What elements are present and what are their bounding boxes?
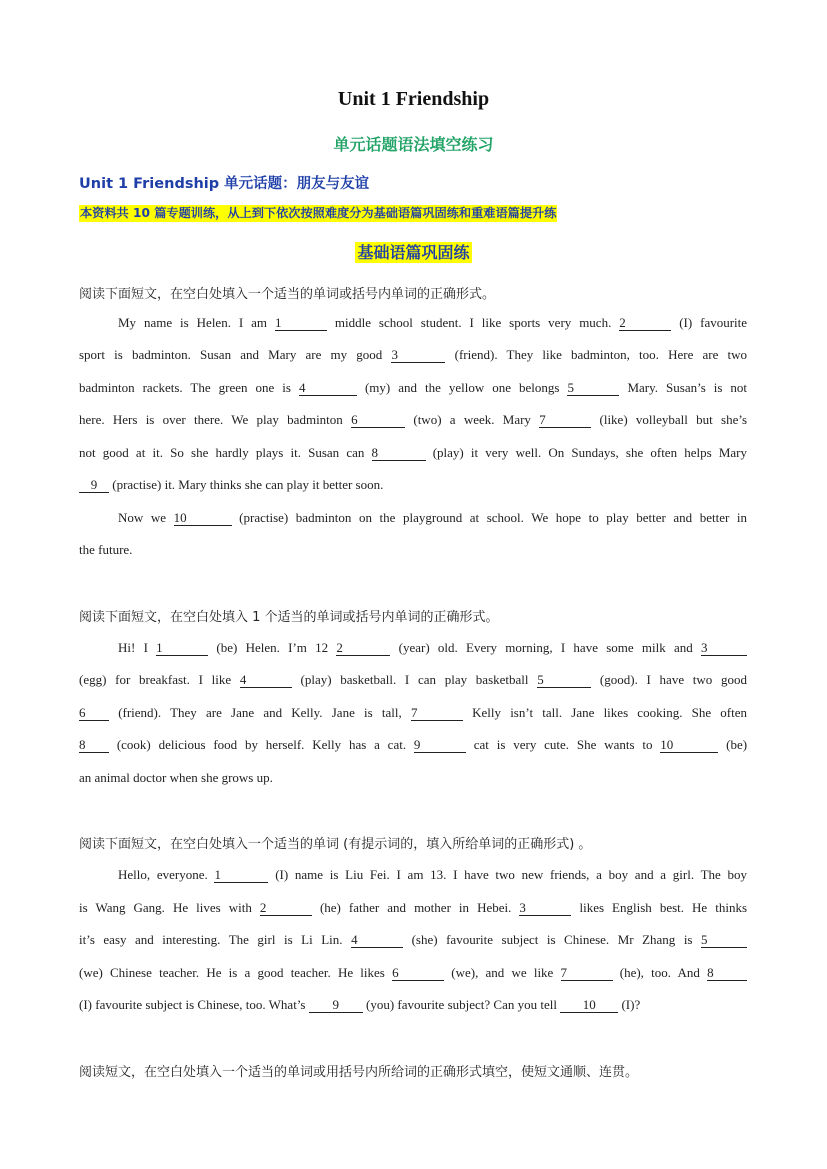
passage2-line: Hi! I 1 (be) Helen. I’m 12 2 (year) old. Every morning, I have some milk and 3 — [118, 639, 747, 657]
answer-blank: 10 — [174, 510, 232, 526]
passage2-line: 6 (friend). They are Jane and Kelly. Jane is tall, 7 Kelly isn’t tall. Jane likes cooking. She often — [79, 705, 748, 720]
answer-blank: 9 — [79, 477, 109, 493]
answer-blank: 7 — [411, 705, 463, 721]
answer-blank: 3 — [519, 900, 571, 916]
answer-blank: 10 — [560, 997, 618, 1013]
answer-blank: 9 — [414, 737, 466, 753]
passage3-instruction: 阅读下面短文，在空白处填入一个适当的单词 (有提示词的，填入所给单词的正确形式) 。 — [79, 837, 592, 852]
passage1-line: not good at it. So she hardly plays it. Susan can 8 (play) it very well. On Sundays, she often helps Mary — [79, 445, 748, 460]
passage3-line: (we) Chinese teacher. He is a good teacher. He likes 6 (we), and we like 7 (he), too. And 8 — [79, 964, 747, 982]
answer-blank: 2 — [336, 640, 390, 656]
intro-note: 本资料共 10 篇专题训练，从上到下依次按照难度分为基础语篇巩固练和重难语篇提升练 — [80, 206, 557, 220]
unit-topic: Unit 1 Friendship 单元话题：朋友与友谊 — [79, 176, 370, 192]
passage1-line: badminton rackets. The green one is 4 (my) and the yellow one belongs 5 Mary. Susan’s is not — [79, 380, 748, 395]
answer-blank: 7 — [539, 412, 591, 428]
answer-blank: 3 — [701, 640, 747, 656]
answer-blank: 6 — [392, 965, 444, 981]
answer-blank: 5 — [701, 932, 747, 948]
answer-blank: 4 — [299, 380, 357, 396]
answer-blank: 7 — [561, 965, 613, 981]
answer-blank: 1 — [275, 315, 327, 331]
passage1-line: the future. — [79, 542, 133, 557]
passage2-line: an animal doctor when she grows up. — [79, 770, 273, 785]
answer-blank: 1 — [214, 867, 268, 883]
passage1-line: sport is badminton. Susan and Mary are my good 3 (friend). They like badminton, too. Here are two — [79, 347, 748, 362]
section-heading — [0, 240, 827, 263]
answer-blank: 4 — [351, 932, 403, 948]
answer-blank: 5 — [537, 672, 591, 688]
page-title: Unit 1 Friendship — [337, 88, 490, 110]
passage3-line: (I) favourite subject is Chinese, too. What’s 9 (you) favourite subject? Can you tell 10 (I)? — [79, 997, 641, 1012]
answer-blank: 5 — [567, 380, 619, 396]
answer-blank: 8 — [372, 445, 426, 461]
passage1-instruction: 阅读下面短文，在空白处填入一个适当的单词或括号内单词的正确形式。 — [79, 287, 496, 302]
page-subtitle: 单元话题语法填空练习 — [333, 135, 494, 154]
passage2-line: 8 (cook) delicious food by herself. Kelly has a cat. 9 cat is very cute. She wants to 10 (be) — [79, 737, 748, 752]
answer-blank: 4 — [240, 672, 292, 688]
answer-blank: 6 — [79, 705, 109, 721]
passage1-line: 9 (practise) it. Mary thinks she can play it better soon. — [79, 476, 747, 494]
passage4-instruction: 阅读短文，在空白处填入一个适当的单词或用括号内所给词的正确形式填空，使短文通顺、连贯。 — [79, 1065, 639, 1080]
answer-blank: 3 — [391, 347, 445, 363]
answer-blank: 8 — [79, 737, 109, 753]
section-heading-text: 基础语篇巩固练 — [357, 243, 470, 262]
answer-blank: 9 — [309, 997, 363, 1013]
passage2-instruction: 阅读下面短文，在空白处填入 1 个适当的单词或括号内单词的正确形式。 — [79, 610, 499, 625]
answer-blank: 2 — [619, 315, 671, 331]
answer-blank: 2 — [260, 900, 312, 916]
passage1-line: Now we 10 (practise) badminton on the playground at school. We hope to play better and better in — [118, 510, 748, 525]
answer-blank: 10 — [660, 737, 718, 753]
answer-blank: 8 — [707, 965, 747, 981]
answer-blank: 6 — [351, 412, 405, 428]
passage3-line: is Wang Gang. He lives with 2 (he) father and mother in Hebei. 3 likes English best. He thinks — [79, 900, 748, 915]
passage2-line: (egg) for breakfast. I like 4 (play) basketball. I can play basketball 5 (good). I have two good — [79, 672, 747, 687]
passage1-line: My name is Helen. I am 1 middle school student. I like sports very much. 2 (I) favourite — [118, 315, 748, 330]
passage3-line: Hello, everyone. 1 (I) name is Liu Fei. I am 13. I have two new friends, a boy and a girl. The boy — [118, 867, 747, 882]
passage1-line: here. Hers is over there. We play badminton 6 (two) a week. Mary 7 (like) volleyball but she’s — [79, 412, 748, 427]
passage3-line: it’s easy and interesting. The girl is Li Lin. 4 (she) favourite subject is Chinese. Mr Zhang is 5 — [79, 931, 747, 949]
answer-blank: 1 — [156, 640, 208, 656]
